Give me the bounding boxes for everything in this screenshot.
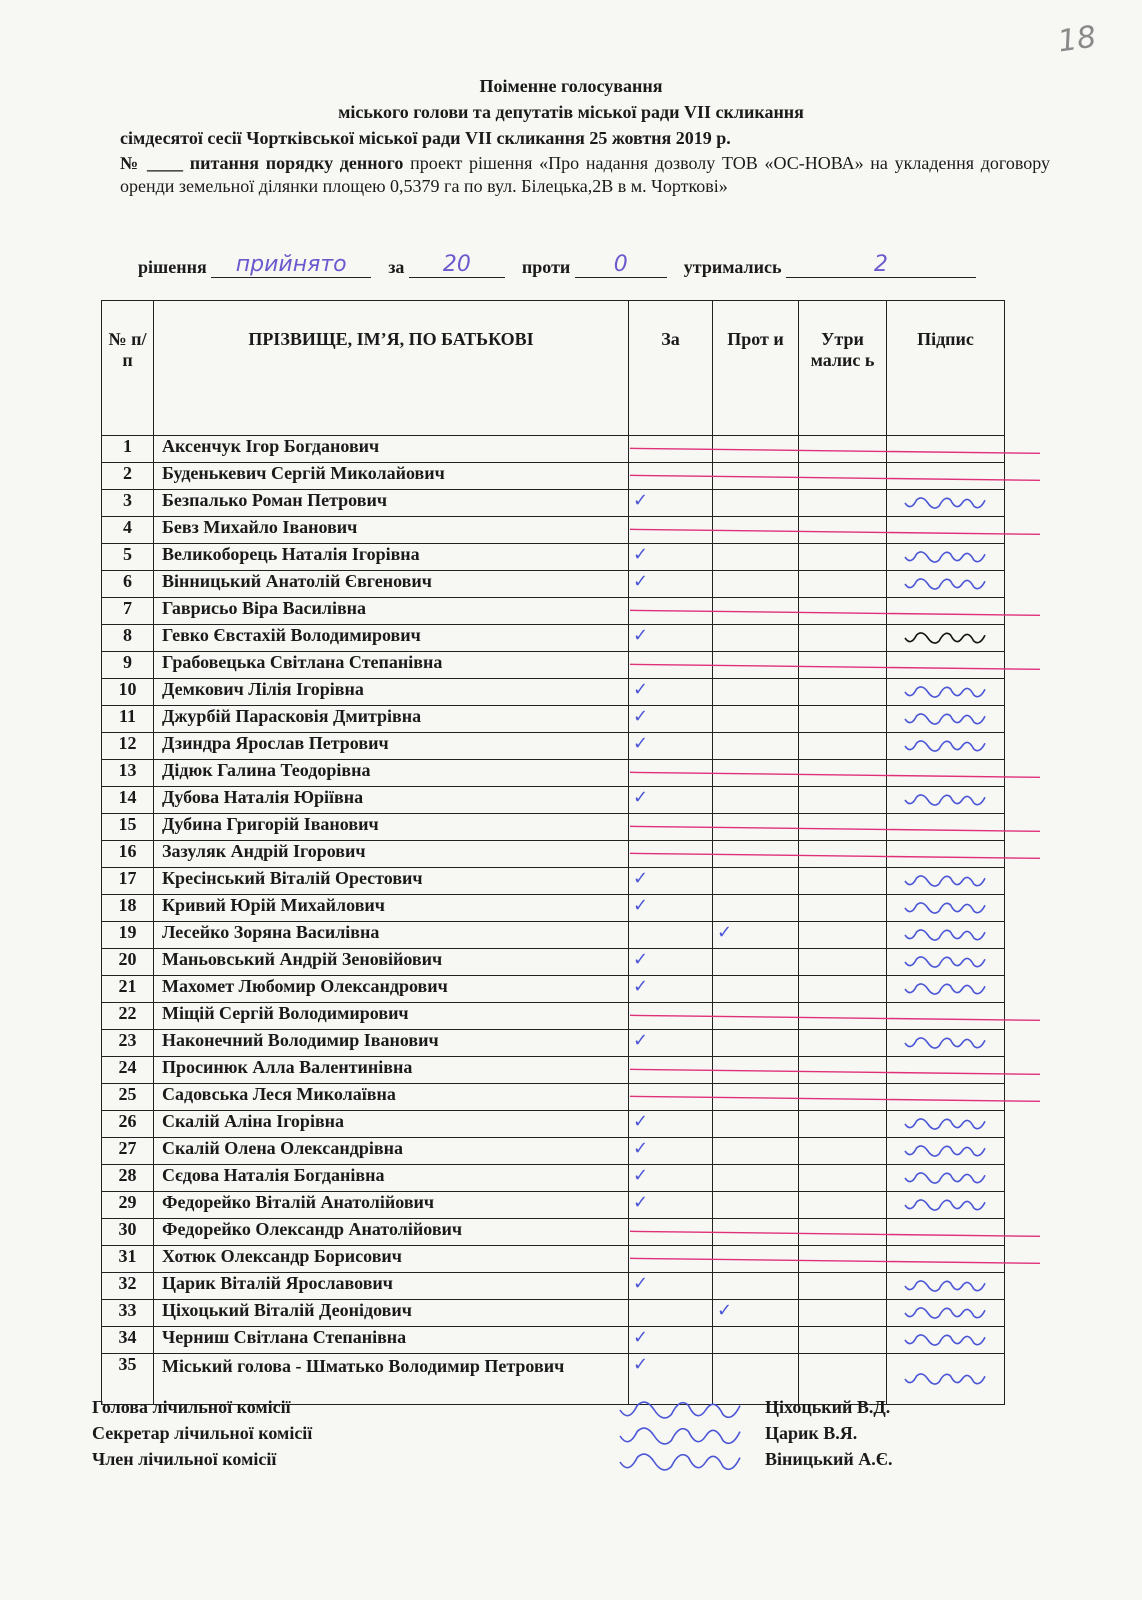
deputy-name: Дубина Григорій Іванович	[154, 814, 629, 841]
vote-abstained-cell	[799, 544, 887, 571]
table-row	[102, 814, 1005, 841]
vote-against-cell	[713, 841, 799, 868]
vote-abstained-cell	[799, 976, 887, 1003]
commission-name-secretary: Царик В.Я.	[765, 1423, 858, 1443]
table-row	[102, 841, 1005, 868]
table-row	[102, 895, 1005, 922]
vote-for-cell: ✓	[629, 1165, 713, 1192]
vote-abstained-cell	[799, 868, 887, 895]
deputy-name: Міський голова - Шматько Володимир Петрович	[154, 1354, 629, 1405]
table-row	[102, 1138, 1005, 1165]
row-number: 21	[102, 976, 154, 1003]
vote-for-cell	[629, 1057, 713, 1084]
vote-abstained-cell	[799, 1030, 887, 1057]
row-number: 11	[102, 706, 154, 733]
table-row	[102, 490, 1005, 517]
vote-for-cell: ✓	[629, 949, 713, 976]
table-row	[102, 1111, 1005, 1138]
commission-roles	[92, 1394, 312, 1472]
vote-for-cell	[629, 436, 713, 463]
vote-against-cell	[713, 679, 799, 706]
vote-abstained-cell	[799, 706, 887, 733]
vote-for-cell: ✓	[629, 868, 713, 895]
vote-abstained-cell	[799, 1003, 887, 1030]
table-row	[102, 706, 1005, 733]
vote-abstained-cell	[799, 1165, 887, 1192]
vote-against-cell	[713, 706, 799, 733]
signature-cell	[887, 706, 1005, 733]
table-row	[102, 1192, 1005, 1219]
commission-role-chair: Голова лічильної комісії	[92, 1397, 291, 1417]
deputy-name: Сєдова Наталія Богданівна	[154, 1165, 629, 1192]
vote-abstained-cell	[799, 949, 887, 976]
vote-abstained-cell	[799, 895, 887, 922]
row-number: 14	[102, 787, 154, 814]
vote-for-cell: ✓	[629, 1030, 713, 1057]
row-number: 27	[102, 1138, 154, 1165]
commission-signature	[620, 1428, 740, 1444]
deputy-name: Кресінський Віталій Орестович	[154, 868, 629, 895]
deputy-name: Зазуляк Андрій Ігорович	[154, 841, 629, 868]
vote-against-cell	[713, 463, 799, 490]
vote-for-cell: ✓	[629, 1327, 713, 1354]
deputy-name: Ціхоцький Віталій Деонідович	[154, 1300, 629, 1327]
row-number: 18	[102, 895, 154, 922]
header-against: Прот и	[713, 301, 799, 436]
row-number: 17	[102, 868, 154, 895]
vote-abstained-cell	[799, 1246, 887, 1273]
deputy-name: Безпалько Роман Петрович	[154, 490, 629, 517]
signature-cell	[887, 1057, 1005, 1084]
page-number: 18	[1055, 19, 1099, 60]
vote-against-cell	[713, 625, 799, 652]
deputy-name: Вінницький Анатолій Євгенович	[154, 571, 629, 598]
vote-abstained-cell	[799, 1057, 887, 1084]
signature-cell	[887, 679, 1005, 706]
vote-for-cell: ✓	[629, 1111, 713, 1138]
table-row	[102, 787, 1005, 814]
row-number: 13	[102, 760, 154, 787]
vote-for-cell: ✓	[629, 1192, 713, 1219]
vote-against-cell	[713, 517, 799, 544]
deputy-name: Царик Віталій Ярославович	[154, 1273, 629, 1300]
vote-for-cell: ✓	[629, 1273, 713, 1300]
deputy-name: Гевко Євстахій Володимирович	[154, 625, 629, 652]
vote-for-cell	[629, 922, 713, 949]
vote-abstained-cell	[799, 814, 887, 841]
vote-abstained-cell	[799, 517, 887, 544]
header-name: ПРІЗВИЩЕ, ІМ’Я, ПО БАТЬКОВІ	[154, 301, 629, 436]
row-number: 9	[102, 652, 154, 679]
signature-cell	[887, 436, 1005, 463]
row-number: 8	[102, 625, 154, 652]
row-number: 33	[102, 1300, 154, 1327]
signature-cell	[887, 814, 1005, 841]
vote-abstained-cell	[799, 625, 887, 652]
deputy-name: Аксенчук Ігор Богданович	[154, 436, 629, 463]
vote-against-cell	[713, 1273, 799, 1300]
for-label: за	[388, 257, 405, 277]
vote-abstained-cell	[799, 841, 887, 868]
vote-against-cell	[713, 1219, 799, 1246]
vote-for-cell: ✓	[629, 787, 713, 814]
against-value: 0	[575, 252, 667, 278]
row-number: 7	[102, 598, 154, 625]
vote-for-cell: ✓	[629, 1138, 713, 1165]
signature-cell	[887, 1165, 1005, 1192]
row-number: 24	[102, 1057, 154, 1084]
vote-for-cell	[629, 598, 713, 625]
vote-abstained-cell	[799, 922, 887, 949]
vote-abstained-cell	[799, 490, 887, 517]
table-row	[102, 1030, 1005, 1057]
vote-for-cell: ✓	[629, 490, 713, 517]
vote-against-cell	[713, 652, 799, 679]
vote-against-cell	[713, 949, 799, 976]
deputy-name: Гаврисьо Віра Василівна	[154, 598, 629, 625]
vote-against-cell	[713, 1111, 799, 1138]
table-header-row	[102, 301, 1005, 436]
vote-against-cell	[713, 1030, 799, 1057]
row-number: 3	[102, 490, 154, 517]
row-number: 25	[102, 1084, 154, 1111]
vote-for-cell	[629, 1219, 713, 1246]
vote-for-cell	[629, 517, 713, 544]
signature-cell	[887, 463, 1005, 490]
vote-for-cell	[629, 1003, 713, 1030]
table-row	[102, 1165, 1005, 1192]
commission-name-member: Віницький А.Є.	[765, 1449, 893, 1469]
commission-name-chair: Ціхоцький В.Д.	[765, 1397, 891, 1417]
vote-against-cell	[713, 760, 799, 787]
vote-abstained-cell	[799, 1138, 887, 1165]
row-number: 4	[102, 517, 154, 544]
table-row	[102, 1273, 1005, 1300]
table-row	[102, 571, 1005, 598]
deputy-name: Наконечний Володимир Іванович	[154, 1030, 629, 1057]
vote-abstained-cell	[799, 1219, 887, 1246]
signature-cell	[887, 787, 1005, 814]
vote-abstained-cell	[799, 1300, 887, 1327]
commission-names	[765, 1394, 892, 1472]
result-line	[138, 252, 976, 278]
signature-cell	[887, 976, 1005, 1003]
commission-signature	[620, 1454, 740, 1470]
signature-cell	[887, 868, 1005, 895]
vote-for-cell: ✓	[629, 706, 713, 733]
header-number: № п/п	[102, 301, 154, 436]
table-row	[102, 1300, 1005, 1327]
deputy-name: Федорейко Віталій Анатолійович	[154, 1192, 629, 1219]
vote-against-cell	[713, 814, 799, 841]
row-number: 28	[102, 1165, 154, 1192]
vote-for-cell	[629, 841, 713, 868]
signature-cell	[887, 841, 1005, 868]
vote-abstained-cell	[799, 733, 887, 760]
commission-role-secretary: Секретар лічильної комісії	[92, 1423, 313, 1443]
vote-against-cell	[713, 1084, 799, 1111]
deputy-name: Буденькевич Сергій Миколайович	[154, 463, 629, 490]
table-row	[102, 1327, 1005, 1354]
table-row	[102, 976, 1005, 1003]
vote-against-cell	[713, 976, 799, 1003]
table-row	[102, 760, 1005, 787]
vote-for-cell: ✓	[629, 733, 713, 760]
vote-abstained-cell	[799, 1192, 887, 1219]
deputy-name: Кривий Юрій Михайлович	[154, 895, 629, 922]
vote-against-cell	[713, 733, 799, 760]
agenda-question	[120, 152, 1050, 198]
vote-for-cell	[629, 1300, 713, 1327]
vote-against-cell	[713, 436, 799, 463]
deputy-name: Грабовецька Світлана Степанівна	[154, 652, 629, 679]
vote-against-cell	[713, 571, 799, 598]
vote-for-cell	[629, 1084, 713, 1111]
question-text: проект рішення «Про надання дозволу ТОВ «ОС-НОВА» на укладення договору оренди земельної ділянки площею 0,5379 га по вул. Білецька,2В в м. Чорткові»	[120, 153, 1050, 196]
signature-cell	[887, 1003, 1005, 1030]
row-number: 32	[102, 1273, 154, 1300]
signature-cell	[887, 598, 1005, 625]
header-signature: Підпис	[887, 301, 1005, 436]
deputy-name: Садовська Леся Миколаївна	[154, 1084, 629, 1111]
commission-role-member: Член лічильної комісії	[92, 1449, 277, 1469]
deputy-name: Скалій Аліна Ігорівна	[154, 1111, 629, 1138]
for-value: 20	[409, 252, 505, 278]
vote-for-cell	[629, 463, 713, 490]
deputy-name: Махомет Любомир Олександрович	[154, 976, 629, 1003]
signature-cell	[887, 895, 1005, 922]
row-number: 1	[102, 436, 154, 463]
deputy-name: Дубова Наталія Юріївна	[154, 787, 629, 814]
vote-against-cell	[713, 1003, 799, 1030]
abstained-value: 2	[786, 252, 976, 278]
deputy-name: Бевз Михайло Іванович	[154, 517, 629, 544]
signature-cell	[887, 922, 1005, 949]
vote-abstained-cell	[799, 463, 887, 490]
row-number: 23	[102, 1030, 154, 1057]
vote-against-cell	[713, 490, 799, 517]
deputy-name: Дзиндра Ярослав Петрович	[154, 733, 629, 760]
table-row	[102, 625, 1005, 652]
signature-cell	[887, 1327, 1005, 1354]
header-for: За	[629, 301, 713, 436]
vote-abstained-cell	[799, 598, 887, 625]
deputy-name: Лесейко Зоряна Василівна	[154, 922, 629, 949]
table-row	[102, 868, 1005, 895]
vote-table	[101, 300, 1005, 1405]
vote-abstained-cell	[799, 1327, 887, 1354]
row-number: 26	[102, 1111, 154, 1138]
vote-against-cell: ✓	[713, 922, 799, 949]
signature-cell	[887, 1111, 1005, 1138]
document-subtitle: міського голови та депутатів міської ради VII скликання	[338, 102, 804, 122]
vote-for-cell	[629, 1246, 713, 1273]
deputy-name: Хотюк Олександр Борисович	[154, 1246, 629, 1273]
signature-cell	[887, 544, 1005, 571]
vote-for-cell: ✓	[629, 544, 713, 571]
vote-for-cell: ✓	[629, 1354, 713, 1405]
table-row	[102, 679, 1005, 706]
document-title: Поіменне голосування	[479, 76, 663, 96]
row-number: 35	[102, 1354, 154, 1405]
vote-for-cell: ✓	[629, 895, 713, 922]
vote-for-cell	[629, 760, 713, 787]
signature-cell	[887, 1219, 1005, 1246]
deputy-name: Дідюк Галина Теодорівна	[154, 760, 629, 787]
row-number: 5	[102, 544, 154, 571]
vote-abstained-cell	[799, 679, 887, 706]
deputy-name: Скалій Олена Олександрівна	[154, 1138, 629, 1165]
signature-cell	[887, 1192, 1005, 1219]
vote-against-cell	[713, 1138, 799, 1165]
table-row	[102, 733, 1005, 760]
vote-against-cell	[713, 1165, 799, 1192]
row-number: 30	[102, 1219, 154, 1246]
signature-cell	[887, 490, 1005, 517]
table-row	[102, 922, 1005, 949]
row-number: 34	[102, 1327, 154, 1354]
vote-against-cell	[713, 895, 799, 922]
table-row	[102, 652, 1005, 679]
signature-cell	[887, 949, 1005, 976]
vote-for-cell: ✓	[629, 679, 713, 706]
deputy-name: Просинюк Алла Валентинівна	[154, 1057, 629, 1084]
vote-abstained-cell	[799, 436, 887, 463]
signature-cell	[887, 652, 1005, 679]
deputy-name: Черниш Світлана Степанівна	[154, 1327, 629, 1354]
deputy-name: Маньовський Андрій Зеновійович	[154, 949, 629, 976]
vote-against-cell	[713, 868, 799, 895]
decision-label: рішення	[138, 257, 207, 277]
vote-for-cell: ✓	[629, 571, 713, 598]
vote-abstained-cell	[799, 571, 887, 598]
question-prefix: № ____ питання порядку денного	[120, 153, 404, 173]
table-row	[102, 1219, 1005, 1246]
vote-against-cell	[713, 1327, 799, 1354]
table-row	[102, 598, 1005, 625]
vote-for-cell: ✓	[629, 976, 713, 1003]
against-label: проти	[521, 257, 571, 277]
vote-abstained-cell	[799, 1084, 887, 1111]
signature-cell	[887, 1138, 1005, 1165]
deputy-name: Федорейко Олександр Анатолійович	[154, 1219, 629, 1246]
table-row	[102, 1084, 1005, 1111]
vote-abstained-cell	[799, 1273, 887, 1300]
signature-cell	[887, 1273, 1005, 1300]
signature-cell	[887, 1354, 1005, 1405]
vote-for-cell: ✓	[629, 625, 713, 652]
vote-against-cell	[713, 1057, 799, 1084]
deputy-name: Джурбій Парасковія Дмитрівна	[154, 706, 629, 733]
signature-cell	[887, 1246, 1005, 1273]
signature-cell	[887, 760, 1005, 787]
vote-abstained-cell	[799, 652, 887, 679]
vote-for-cell	[629, 652, 713, 679]
table-row	[102, 517, 1005, 544]
table-row	[102, 949, 1005, 976]
session-line: сімдесятої сесії Чортківської міської ради VII скликання 25 жовтня 2019 р.	[120, 128, 731, 148]
deputy-name: Великоборець Наталія Ігорівна	[154, 544, 629, 571]
signature-cell	[887, 1030, 1005, 1057]
vote-against-cell	[713, 1246, 799, 1273]
row-number: 29	[102, 1192, 154, 1219]
row-number: 2	[102, 463, 154, 490]
row-number: 31	[102, 1246, 154, 1273]
vote-abstained-cell	[799, 760, 887, 787]
row-number: 6	[102, 571, 154, 598]
row-number: 22	[102, 1003, 154, 1030]
table-row	[102, 1057, 1005, 1084]
vote-abstained-cell	[799, 1111, 887, 1138]
abstained-label: утримались	[683, 257, 782, 277]
table-row	[102, 1003, 1005, 1030]
vote-against-cell	[713, 598, 799, 625]
vote-against-cell	[713, 1192, 799, 1219]
row-number: 15	[102, 814, 154, 841]
row-number: 19	[102, 922, 154, 949]
vote-against-cell	[713, 544, 799, 571]
row-number: 12	[102, 733, 154, 760]
signature-cell	[887, 625, 1005, 652]
signature-cell	[887, 1084, 1005, 1111]
vote-for-cell	[629, 814, 713, 841]
signature-cell	[887, 733, 1005, 760]
vote-abstained-cell	[799, 787, 887, 814]
header-abstained: Утри малис ь	[799, 301, 887, 436]
signature-cell	[887, 1300, 1005, 1327]
deputy-name: Демкович Лілія Ігорівна	[154, 679, 629, 706]
signature-cell	[887, 571, 1005, 598]
table-row	[102, 463, 1005, 490]
vote-against-cell	[713, 787, 799, 814]
vote-against-cell: ✓	[713, 1300, 799, 1327]
table-row	[102, 436, 1005, 463]
row-number: 16	[102, 841, 154, 868]
table-row	[102, 1246, 1005, 1273]
deputy-name: Міщій Сергій Володимирович	[154, 1003, 629, 1030]
table-row	[102, 544, 1005, 571]
signature-cell	[887, 517, 1005, 544]
decision-value: прийнято	[211, 252, 371, 278]
row-number: 20	[102, 949, 154, 976]
row-number: 10	[102, 679, 154, 706]
